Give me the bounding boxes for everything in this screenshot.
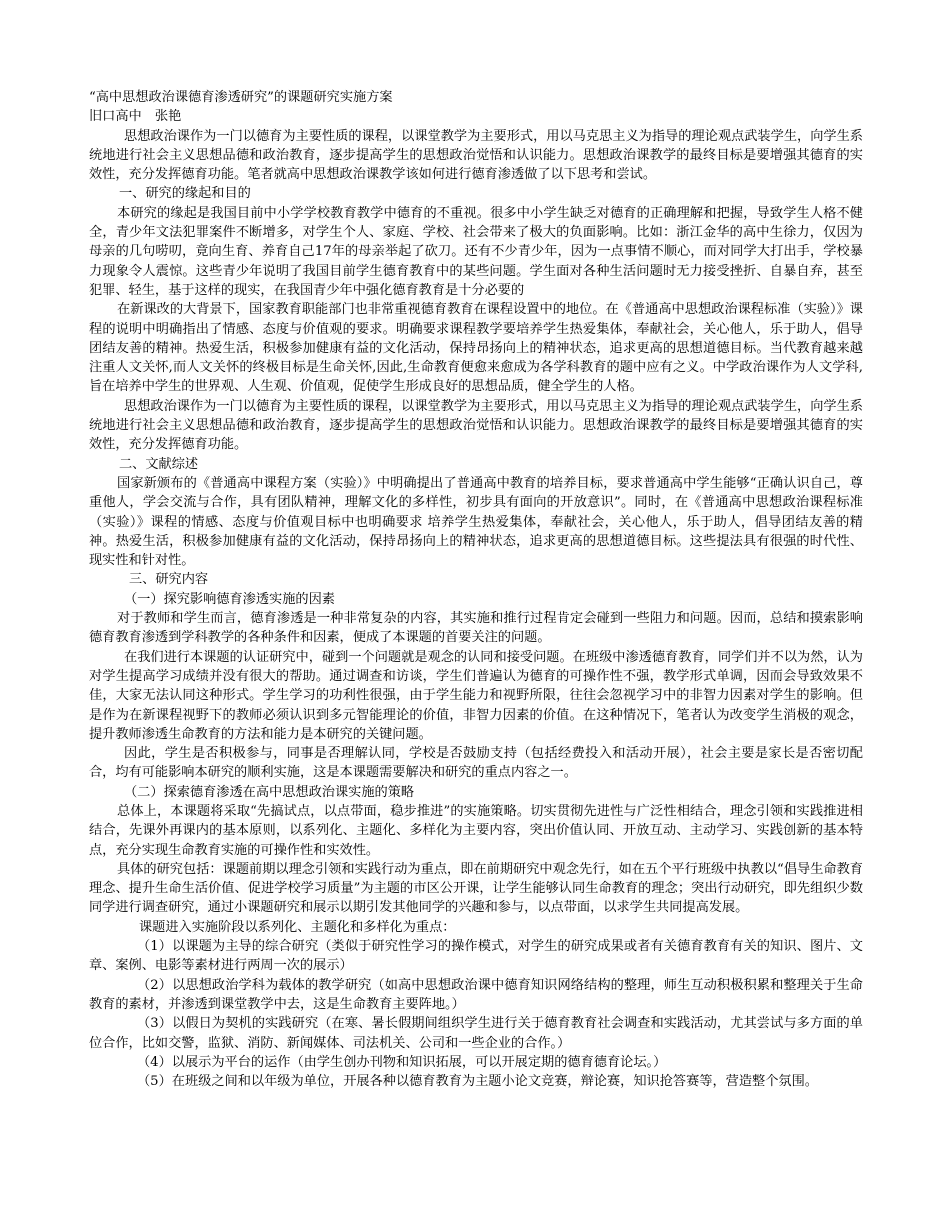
subsection2-paragraph-3: 课题进入实施阶段以系列化、主题化和多样化为重点： — [139, 919, 456, 935]
list-item-2: （2）以思想政治学科为载体的教学研究（如高中思想政治课中德育知识网络结构的整理，师生互动积极积累和整理关于生命教育的素材，并渗透到课堂教学中去，这是生命教育主要阵地。） — [89, 977, 863, 1012]
subsection1-paragraph-2: 在我们进行本课题的认证研究中，碰到一个问题就是观念的认同和接受问题。在班级中渗透德育教育，同学们并不以为然，认为对学生提高学习成绩并没有很大的帮助。通过调查和访谈，学生们普遍认为德育的可操作性不强，教学形式单调，因而会导致效果不佳，大家无法认同这种形式。学生学习的功利性很强，由于学生能力和视野所限，往往会忽视学习中的非智力因素对学生的影响。但是作为在新课程视野下的教师必须认识到多元智能理论的价值，非智力因素的价值。在这种情况下，笔者认为改变学生消极的观念，提升教师渗透生命教育的方法和能力是本研究的关键问题。 — [89, 649, 863, 742]
subsection-heading-1: （一）探究影响德育渗透实施的因素 — [124, 591, 335, 607]
section-heading-3: 三、研究内容 — [129, 572, 209, 588]
subsection1-paragraph-3: 因此，学生是否积极参与，同事是否理解认同，学校是否鼓励支持（包括经费投入和活动开展），社会主要是家长是否密切配合，均有可能影响本研究的顺利实施，这是本课题需要解决和研究的重点内容之一。 — [89, 746, 863, 781]
section-heading-1: 一、研究的缘起和目的 — [119, 186, 251, 202]
subsection1-paragraph-1: 对于教师和学生而言，德育渗透是一种非常复杂的内容，其实施和推行过程肯定会碰到一些阻力和问题。因而，总结和摸索影响德育教育渗透到学科教学的各种条件和因素，便成了本课题的首要关注的问题。 — [89, 611, 863, 646]
section-heading-2: 二、文献综述 — [119, 456, 199, 472]
list-item-5: （5）在班级之间和以年级为单位，开展各种以德育教育为主题小论文竞赛，辩论赛，知识抢答赛等，营造整个氛围。 — [137, 1074, 818, 1090]
intro-paragraph: 思想政治课作为一门以德育为主要性质的课程，以课堂教学为主要形式，用以马克思主义为指导的理论观点武装学生，向学生系统地进行社会主义思想品德和政治教育，逐步提高学生的思想政治觉悟和认识能力。思想政治课教学的最终目标是要增强其德育的实效性，充分发挥德育功能。笔者就高中思想政治课教学该如何进行德育渗透做了以下思考和尝试。 — [89, 128, 863, 183]
subsection-heading-2: （二）探索德育渗透在高中思想政治课实施的策略 — [124, 784, 415, 800]
list-item-1: （1）以课题为主导的综合研究（类似于研究性学习的操作模式，对学生的研究成果或者有关德育教育有关的知识、图片、文章、案例、电影等素材进行两周一次的展示） — [89, 939, 863, 974]
section1-paragraph-2: 在新课改的大背景下，国家教育职能部门也非常重视德育教育在课程设置中的地位。在《普通高中思想政治课程标准（实验）》课程的说明中明确指出了情感、态度与价值观的要求。明确要求课程教学要培养学生热爱集体，奉献社会，关心他人，乐于助人，倡导团结友善的精神。热爱生活，积极参加健康有益的文化活动，保持昂扬向上的精神状态，追求更高的思想道德目标。当代教育越来越注重人文关怀,而人文关怀的终极目标是生命关怀,因此,生命教育便愈来愈成为各学科教育的题中应有之义。中学政治课作为人文学科,旨在培养中学生的世界观、人生观、价值观，促使学生形成良好的思想品质，健全学生的人格。 — [89, 302, 863, 395]
section2-paragraph-1: 国家新颁布的《普通高中课程方案（实验）》中明确提出了普通高中教育的培养目标，要求普通高中学生能够“正确认识自己，尊重他人，学会交流与合作，具有团队精神，理解文化的多样性，初步具有面向的开放意识”。同时，在《普通高中思想政治课程标准（实验）》课程的情感、态度与价值观目标中也明确要求 培养学生热爱集体，奉献社会，关心他人，乐于助人，倡导团结友善的精神。热爱生活，积极参加健康有益的文化活动，保持昂扬向上的精神状态，追求更高的思想道德目标。这些提法具有很强的时代性、现实性和针对性。 — [89, 475, 863, 569]
subsection2-paragraph-2: 具体的研究包括：课题前期以理念引领和实践行动为重点，即在前期研究中观念先行，如在五个平行班级中执教以“倡导生命教育理念、提升生命生活价值、促进学校学习质量”为主题的市区公开课，让学生能够认同生命教育的理念；突出行动研究，即先组织少数同学进行调查研究，通过小课题研究和展示以期引发其他同学的兴趣和参与，以点带面，以求学生共同提高发展。 — [89, 861, 863, 916]
list-item-3: （3）以假日为契机的实践研究（在寒、暑长假期间组织学生进行关于德育教育社会调查和实践活动，尤其尝试与多方面的单位合作，比如交警，监狱、消防、新闻媒体、司法机关、公司和一些企业的合作。） — [89, 1016, 863, 1051]
document-body — [89, 88, 863, 1091]
section1-paragraph-3: 思想政治课作为一门以德育为主要性质的课程，以课堂教学为主要形式，用以马克思主义为指导的理论观点武装学生，向学生系统地进行社会主义思想品德和政治教育，逐步提高学生的思想政治觉悟和认识能力。思想政治课教学的最终目标是要增强其德育的实效性，充分发挥德育功能。 — [89, 398, 863, 453]
section1-paragraph-1: 本研究的缘起是我国目前中小学学校教育教学中德育的不重视。很多中小学生缺乏对德育的正确理解和把握，导致学生人格不健全，青少年文法犯罪案件不断增多，对学生个人、家庭、学校、社会带来了极大的负面影响。比如：浙江金华的高中生徐力，仅因为母亲的几句唠叨，竟向生育、养育自己17年的母亲举起了砍刀。还有不少青少年，因为一点事情不顺心，而对同学大打出手，学校暴力现象令人震惊。这些青少年说明了我国目前学生德育教育中的某些问题。学生面对各种生活问题时无力接受挫折、自暴自弃，甚至犯罪、轻生，基于这样的现实，在我国青少年中强化德育教育是十分必要的 — [89, 205, 863, 298]
document-author: 旧口高中 张艳 — [89, 109, 182, 125]
subsection2-paragraph-1: 总体上，本课题将采取“先搞试点，以点带面，稳步推进”的实施策略。切实贯彻先进性与广泛性相结合，理念引领和实践推进相结合，先课外再课内的基本原则，以系列化、主题化、多样化为主要内容，突出价值认同、开放互动、主动学习、实践创新的基本特点，充分实现生命教育实施的可操作性和实效性。 — [89, 803, 863, 858]
list-item-4: （4）以展示为平台的运作（由学生创办刊物和知识拓展，可以开展定期的德育德育论坛。） — [137, 1054, 667, 1070]
document-title: “高中思想政治课德育渗透研究”的课题研究实施方案 — [89, 90, 393, 105]
